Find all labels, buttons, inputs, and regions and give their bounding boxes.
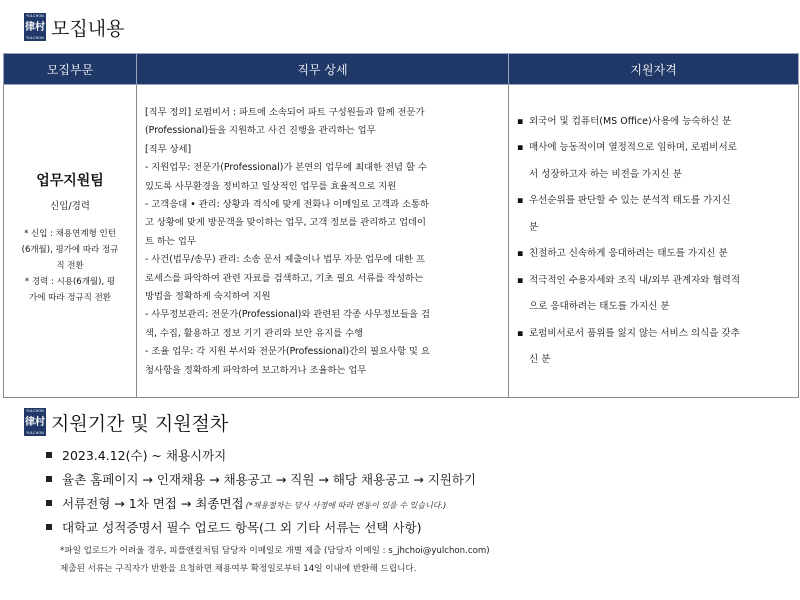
- footnote-return: 제출된 서류는 구직자가 반환을 요청하면 채용여부 확정일로부터 14일 이내에 반환해 드립니다.: [60, 564, 417, 574]
- recruitment-table: [3, 53, 799, 398]
- section-header-application: [24, 408, 228, 436]
- bullet-icon: [517, 347, 529, 374]
- square-bullet-icon: [46, 476, 52, 482]
- list-item: 서류전형 → 1차 면접 → 최종면접 (*채용절차는 당사 사정에 따라 변동이 있을 수 있습니다.): [46, 494, 476, 518]
- list-item: 2023.4.12(수) ~ 채용시까지: [46, 446, 476, 470]
- qualification-item: ▪ 친절하고 신속하게 응대하려는 태도를 가지신 분: [517, 241, 792, 268]
- bullet-icon: ▪: [517, 327, 524, 339]
- application-process-list: [46, 446, 476, 542]
- detail-line: 방법을 정확하게 숙지하여 지원: [145, 291, 271, 303]
- square-bullet-icon: [46, 524, 52, 530]
- detail-line: - 사건(법무/송무) 관리: 소송 문서 제출이나 법무 자문 업무에 대한 프: [145, 254, 425, 266]
- table-row: [4, 85, 799, 398]
- detail-line: 청사항을 정확하게 파악하여 보고하거나 조율하는 업무: [145, 364, 367, 376]
- detail-line: 색, 수집, 활용하고 정보 기기 관리와 보안 유지를 수행: [145, 327, 364, 339]
- bullet-icon: [517, 162, 529, 189]
- yulchon-logo: YULCHON 律村 YULCHON: [25, 14, 45, 40]
- job-detail-cell: [137, 85, 509, 398]
- section-title-application: 지원기간 및 지원절차: [51, 412, 229, 435]
- bullet-icon: ▪: [517, 274, 524, 286]
- department-title: 업무지원팀: [36, 173, 104, 189]
- process-note: (*채용절차는 당사 사정에 따라 변동이 있을 수 있습니다.): [245, 501, 447, 510]
- square-bullet-icon: [46, 452, 52, 458]
- detail-line: - 조율 업무: 각 지원 부서와 전문가(Professional)간의 필요사항 및 요: [145, 346, 430, 358]
- bullet-icon: ▪: [517, 195, 524, 206]
- qualification-item: 서 성장하고자 하는 비전을 가지신 분: [517, 162, 792, 189]
- detail-line: 있도록 사무환경을 정비하고 일상적인 업무를 효율적으로 지원: [145, 180, 397, 192]
- qualification-item: ▪ 로펌비서로서 품위를 잃지 않는 서비스 의식을 갖추: [517, 321, 792, 348]
- qualification-list: [517, 109, 792, 374]
- list-item: 대학교 성적증명서 필수 업로드 항목(그 외 기타 서류는 선택 사항): [46, 518, 476, 542]
- list-item: 율촌 홈페이지 → 인재채용 → 채용공고 → 직원 → 해당 채용공고 → 지원하기: [46, 470, 476, 494]
- table-header-row: [4, 54, 799, 85]
- detail-line: 트 하는 업무: [145, 235, 196, 247]
- detail-line: - 지원업무: 전문가(Professional)가 본연의 업무에 최대한 전념 할 수: [145, 162, 427, 174]
- qualification-item: ▪ 우선순위를 판단할 수 있는 분석적 태도를 가지신: [517, 188, 792, 215]
- detail-line: [직무 상세]: [145, 143, 192, 155]
- qualification-item: 으로 응대하려는 태도를 가지신 분: [517, 294, 792, 321]
- section-title-recruitment: 모집내용: [51, 17, 125, 40]
- bullet-icon: [517, 215, 529, 242]
- department-notes: * 신입 : 채용연계형 인턴 (6개월), 평가에 따라 정규 직 전환 * 경력 : 시용(6개월), 평 가에 따라 정규직 전환: [21, 229, 119, 303]
- bullet-icon: [517, 294, 529, 321]
- department-cell: [4, 85, 137, 398]
- qualification-item: 신 분: [517, 347, 792, 374]
- detail-line: 로세스를 파악하여 관련 자료를 검색하고, 기초 필요 서류를 작성하는: [145, 272, 424, 284]
- detail-line: - 고객응대 • 관리: 상황과 격식에 맞게 전화나 이메일로 고객과 소통하: [145, 198, 430, 210]
- bullet-icon: ▪: [517, 115, 524, 127]
- yulchon-logo: YULCHON 律村 YULCHON: [25, 409, 45, 435]
- detail-line: (Professional)들을 지원하고 사건 진행을 관리하는 업무: [145, 125, 376, 137]
- footnote-upload: *파일 업로드가 어려울 경우, 피플앤컬처팀 담당자 이메일로 개별 제출 (담당자 이메일 : s_jhchoi@yulchon.com): [60, 546, 490, 556]
- detail-line: 고 상황에 맞게 방문객을 맞이하는 업무, 고객 정보를 관리하고 업데이: [145, 217, 427, 229]
- square-bullet-icon: [46, 500, 52, 506]
- section-header-recruitment: [24, 13, 124, 41]
- qualification-item: 분: [517, 215, 792, 242]
- qualification-item: ▪ 외국어 및 컴퓨터(MS Office)사용에 능숙하신 분: [517, 109, 792, 136]
- qualification-cell: [509, 85, 799, 398]
- detail-line: [직무 정의] 로펌비서 : 파트에 소속되어 파트 구성원들과 함께 전문가: [145, 106, 425, 118]
- header-department: 모집부문: [4, 54, 137, 85]
- bullet-icon: ▪: [517, 248, 524, 259]
- bullet-icon: ▪: [517, 142, 524, 153]
- header-qualification: 지원자격: [509, 54, 799, 85]
- qualification-item: ▪ 적극적인 수용자세와 조직 내/외부 관계자와 협력적: [517, 268, 792, 295]
- header-job-detail: 직무 상세: [137, 54, 509, 85]
- qualification-item: ▪ 매사에 능동적이며 열정적으로 임하며, 로펌비서로: [517, 135, 792, 162]
- detail-line: - 사무정보관리: 전문가(Professional)와 관련된 각종 사무정보들을 검: [145, 309, 430, 321]
- department-type: 신입/경력: [50, 201, 90, 212]
